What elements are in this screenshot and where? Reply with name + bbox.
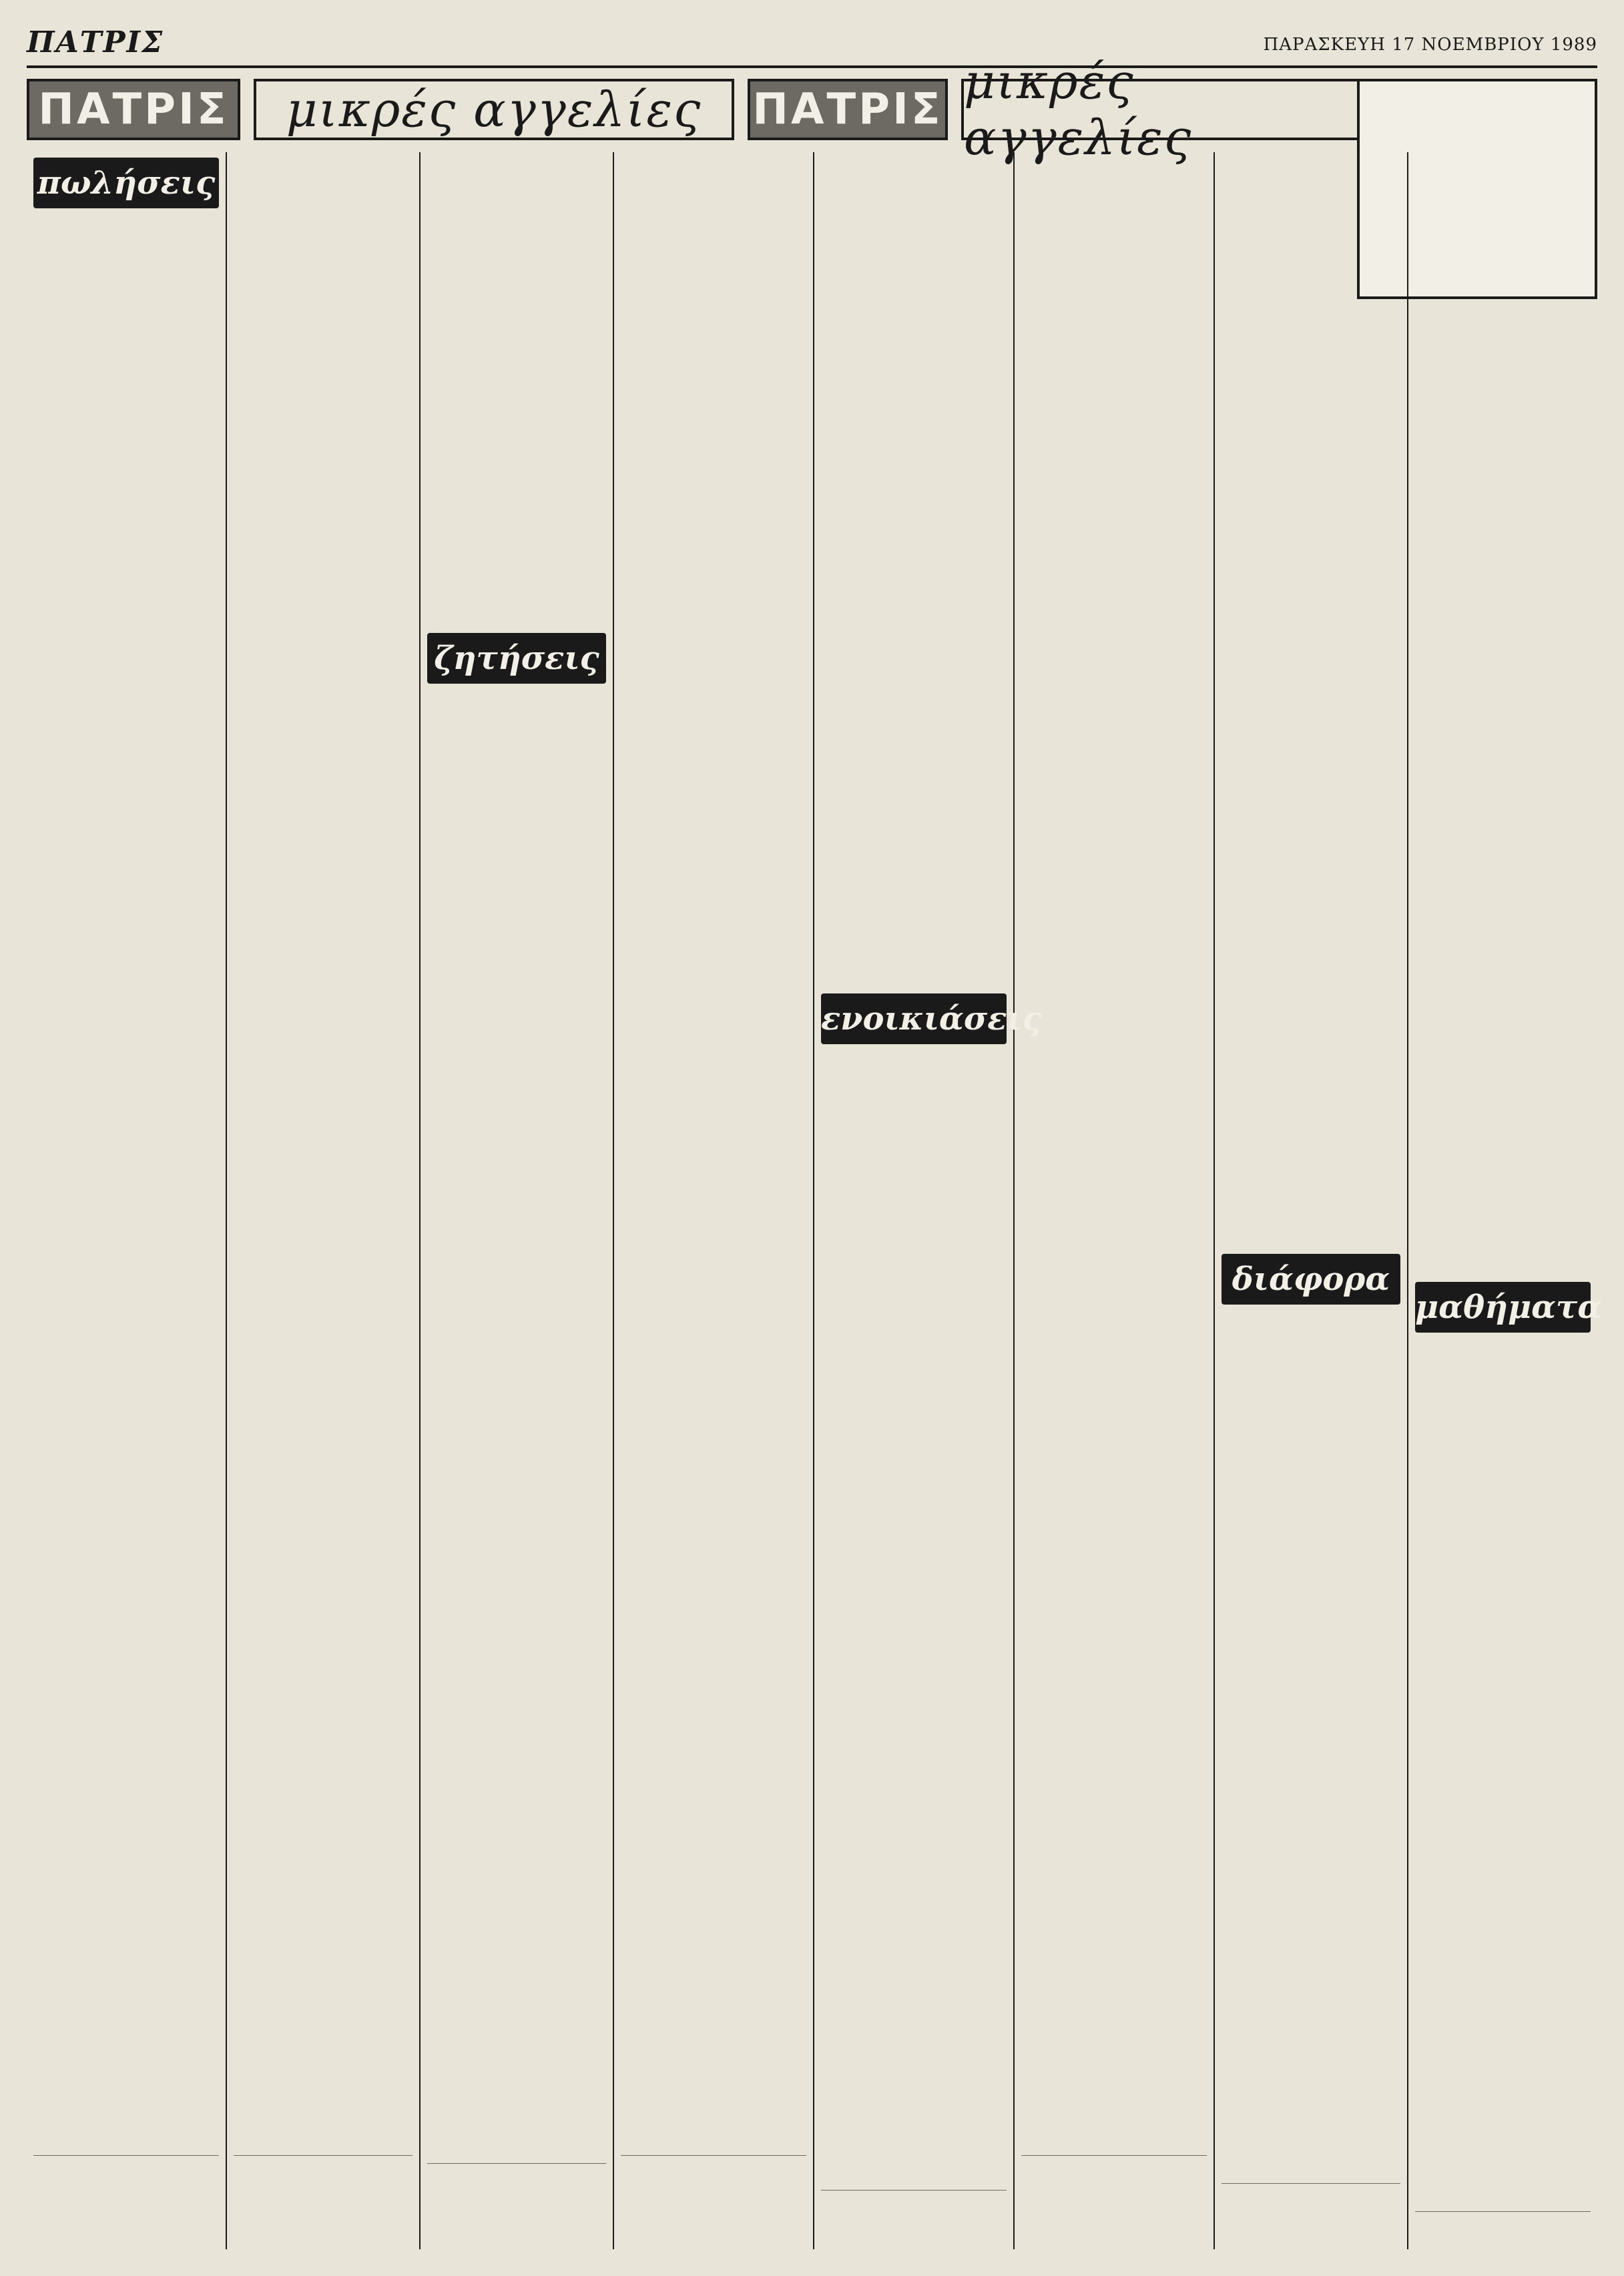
section-misc: διάφορα: [1222, 1254, 1400, 1305]
section-rentals: ενοικιάσεις: [821, 993, 1007, 1044]
masthead-right: ΠΑΤΡΙΣ: [748, 79, 948, 140]
column-4: [614, 152, 814, 2249]
column-6: [1015, 152, 1215, 2249]
ads-placeholder: [234, 152, 413, 2156]
column-7: [1215, 152, 1408, 2249]
header-logo: ΠΑΤΡΙΣ: [27, 25, 164, 59]
column-8: [1408, 314, 1603, 2249]
ads-placeholder: [427, 694, 606, 2164]
ads-placeholder: [1222, 1315, 1400, 2184]
section-wanted: ζητήσεις: [427, 633, 606, 684]
ads-placeholder: [1415, 1343, 1591, 2212]
header-date: ΠΑΡΑΣΚΕΥΗ 17 ΝΟΕΜΒΡΙΟΥ 1989: [1263, 35, 1597, 55]
classifieds-title-left: μικρές αγγελίες: [254, 79, 734, 140]
section-sales: πωλήσεις: [33, 158, 219, 208]
classifieds-title-right: μικρές αγγελίες: [961, 79, 1375, 140]
column-1: [27, 152, 227, 2249]
masthead-left: ΠΑΤΡΙΣ: [27, 79, 240, 140]
section-lessons: μαθήματα: [1415, 1282, 1591, 1333]
column-2: [227, 152, 421, 2249]
ads-placeholder: [33, 219, 219, 2156]
ads-placeholder: [821, 1055, 1007, 2191]
column-5: [814, 152, 1042, 2249]
ads-placeholder: [1021, 152, 1207, 2156]
column-3: [421, 152, 614, 2249]
ads-placeholder: [621, 152, 806, 2156]
